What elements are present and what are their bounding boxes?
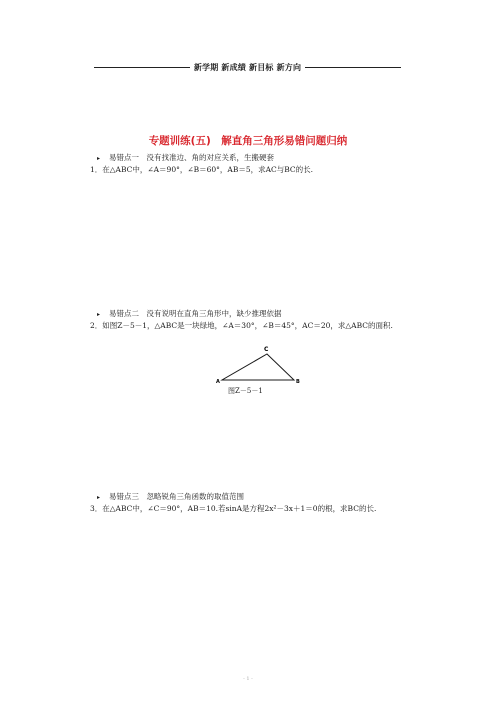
triangle-bullet-icon: ▸ [97,155,101,162]
vertex-b-label: B [296,379,300,385]
triangle-shape [222,354,294,380]
error-point-label: 易错点三 忽略锐角三角函数的取值范围 [109,492,244,501]
triangle-figure [212,344,304,386]
header-rule-left [94,67,190,68]
vertex-a-label: A [216,379,220,385]
header-rule-right [305,67,401,68]
error-point-label: 易错点一 没有找准边、角的对应关系，生搬硬套 [109,153,274,162]
problem-1: 1．在△ABC中，∠A＝90°，∠B＝60°，AB＝5，求AC与BC的长. [90,165,314,174]
page-header [94,60,401,74]
error-point-label: 易错点二 没有说明在直角三角形中，缺少推理依据 [109,309,282,318]
error-point-2 [97,308,282,319]
triangle-bullet-icon: ▸ [97,494,101,501]
error-point-1 [97,152,274,163]
header-text: 新学期 新成绩 新目标 新方向 [193,62,302,72]
error-point-3 [97,491,244,502]
problem-2: 2．如图Z－5－1，△ABC是一块绿地，∠A＝30°，∠B＝45°，AC＝20，求△ABC的面积. [90,321,393,330]
vertex-c-label: C [264,346,269,353]
figure-caption: 图Z－5－1 [228,387,263,395]
page-title: 专题训练(五) 解直角三角形易错问题归纳 [148,135,348,147]
page-footer: - 1 - [243,676,253,682]
problem-3: 3．在△ABC中，∠C＝90°，AB＝10.若sinA是方程2x²－3x＋1＝0的根，求BC的长. [90,504,377,513]
triangle-bullet-icon: ▸ [97,311,101,318]
